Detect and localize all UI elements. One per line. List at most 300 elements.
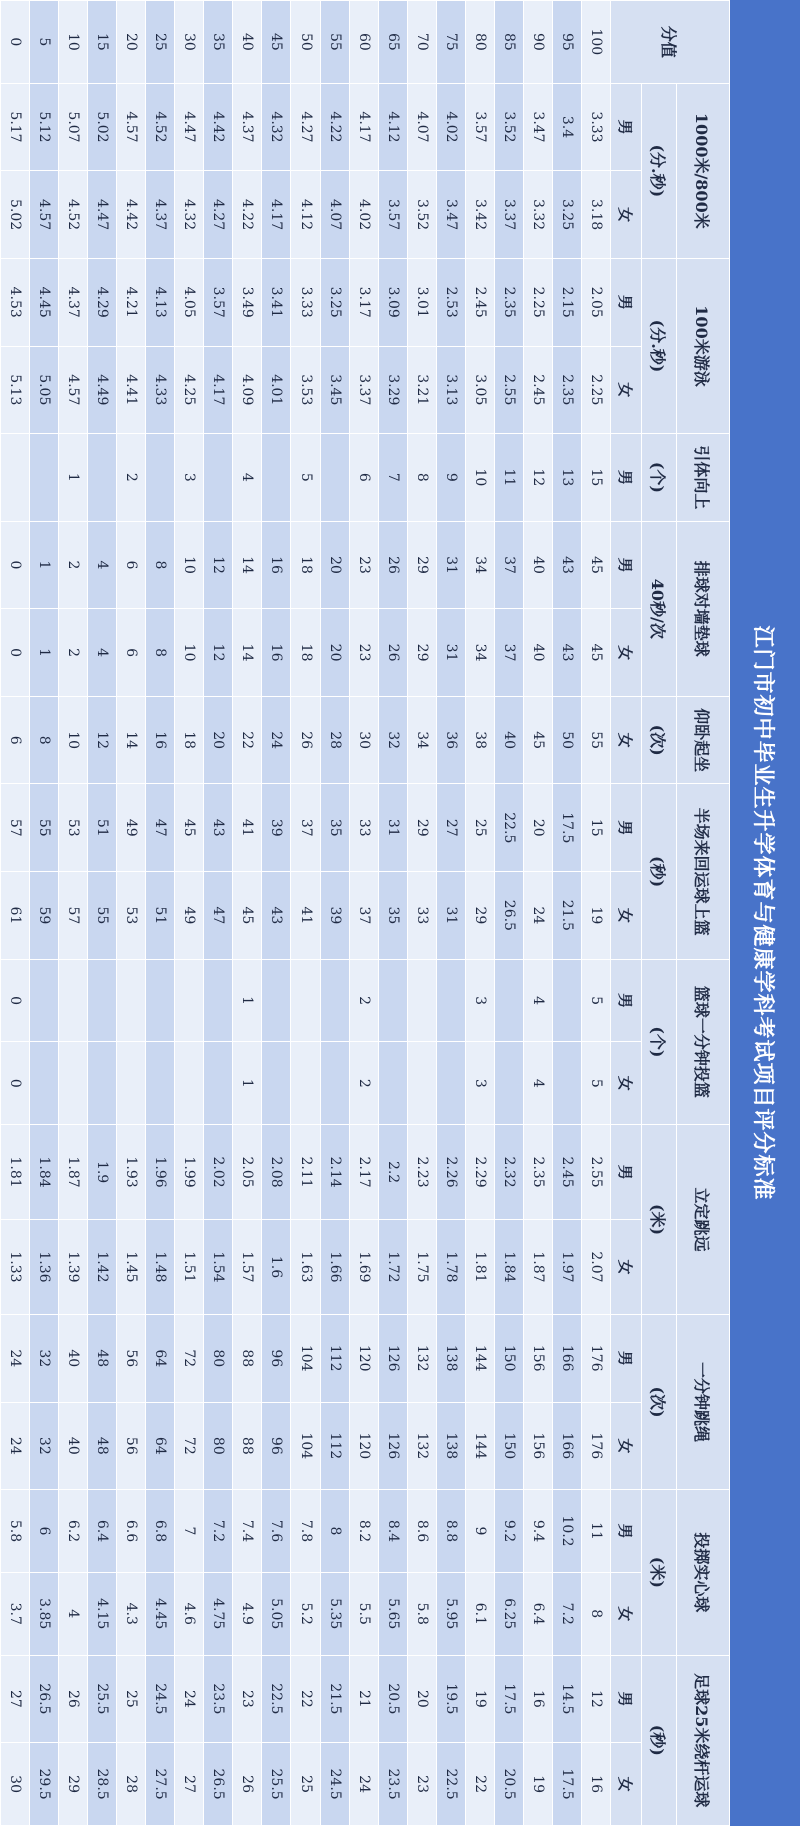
table-row <box>581 1 610 1826</box>
table-cell: 24 <box>349 1743 378 1826</box>
table-cell: 1.99 <box>175 1125 204 1220</box>
table-cell: 4.75 <box>204 1572 233 1655</box>
table-cell: 26 <box>291 696 320 784</box>
table-cell: 9.2 <box>494 1490 523 1573</box>
table-cell: 43 <box>552 521 581 609</box>
table-row <box>465 1 494 1826</box>
table-cell: 104 <box>291 1314 320 1402</box>
table-row <box>233 1 262 1826</box>
table-cell: 29 <box>407 784 436 872</box>
table-cell: 3.53 <box>291 346 320 434</box>
table-cell: 144 <box>465 1402 494 1490</box>
table-cell: 45 <box>581 609 610 697</box>
table-cell: 22.5 <box>494 784 523 872</box>
table-row <box>320 1 349 1826</box>
event-unit: (米) <box>642 1125 677 1315</box>
table-cell: 31 <box>436 609 465 697</box>
table-cell: 2.32 <box>494 1125 523 1220</box>
table-cell: 9 <box>436 434 465 522</box>
table-cell: 26.5 <box>494 872 523 960</box>
table-cell: 4.52 <box>146 83 175 171</box>
gender-header: 女 <box>611 696 642 784</box>
table-cell <box>175 959 204 1042</box>
table-cell: 2.07 <box>581 1220 610 1315</box>
table-cell: 9 <box>465 1490 494 1573</box>
table-cell: 12 <box>204 609 233 697</box>
table-cell: 4.45 <box>146 1572 175 1655</box>
table-cell: 6 <box>1 696 30 784</box>
table-cell <box>88 1042 117 1125</box>
table-cell: 12 <box>88 696 117 784</box>
table-cell: 28 <box>320 696 349 784</box>
table-cell: 4.22 <box>233 171 262 259</box>
table-cell: 5.05 <box>262 1572 291 1655</box>
table-cell: 96 <box>262 1402 291 1490</box>
table-cell: 3.01 <box>407 258 436 346</box>
score-value: 30 <box>175 1 204 84</box>
table-cell: 5.95 <box>436 1572 465 1655</box>
table-cell: 19 <box>523 1743 552 1826</box>
table-cell: 8.4 <box>378 1490 407 1573</box>
table-cell: 33 <box>407 872 436 960</box>
gender-header: 男 <box>611 1125 642 1220</box>
table-cell <box>146 1042 175 1125</box>
table-cell: 8.6 <box>407 1490 436 1573</box>
table-cell: 3 <box>465 959 494 1042</box>
table-cell: 5.07 <box>59 83 88 171</box>
table-cell <box>407 959 436 1042</box>
table-cell: 5.05 <box>30 346 59 434</box>
table-cell: 26 <box>378 609 407 697</box>
table-cell: 23.5 <box>204 1655 233 1743</box>
table-cell: 4.29 <box>88 258 117 346</box>
table-cell: 3.85 <box>30 1572 59 1655</box>
table-cell: 21 <box>349 1655 378 1743</box>
table-cell: 27 <box>175 1743 204 1826</box>
table-cell: 3.33 <box>291 258 320 346</box>
table-cell: 3.49 <box>233 258 262 346</box>
table-cell: 22 <box>291 1655 320 1743</box>
table-cell: 23 <box>407 1743 436 1826</box>
table-cell: 6.25 <box>494 1572 523 1655</box>
table-cell: 4.45 <box>30 258 59 346</box>
table-cell: 2.05 <box>581 258 610 346</box>
table-cell: 4 <box>233 434 262 522</box>
table-cell: 3.4 <box>552 83 581 171</box>
table-cell: 23.5 <box>378 1743 407 1826</box>
table-row <box>146 1 175 1826</box>
table-cell: 22 <box>465 1743 494 1826</box>
table-cell: 10 <box>175 609 204 697</box>
table-cell: 1.87 <box>59 1125 88 1220</box>
table-cell: 2.26 <box>436 1125 465 1220</box>
table-cell: 2 <box>349 1042 378 1125</box>
score-value: 70 <box>407 1 436 84</box>
table-cell: 6.1 <box>465 1572 494 1655</box>
table-cell <box>59 1042 88 1125</box>
table-cell: 10 <box>59 696 88 784</box>
table-cell: 64 <box>146 1314 175 1402</box>
table-cell: 96 <box>262 1314 291 1402</box>
table-cell: 4.12 <box>291 171 320 259</box>
table-cell: 0 <box>1 609 30 697</box>
table-cell: 4 <box>88 609 117 697</box>
table-cell: 18 <box>175 696 204 784</box>
score-header: 分值 <box>611 1 730 84</box>
gender-header: 女 <box>611 609 642 697</box>
table-cell: 7.6 <box>262 1490 291 1573</box>
table-cell: 3.7 <box>1 1572 30 1655</box>
table-cell: 6.2 <box>59 1490 88 1573</box>
table-cell: 7.2 <box>552 1572 581 1655</box>
table-cell: 88 <box>233 1314 262 1402</box>
table-cell: 3.45 <box>320 346 349 434</box>
table-cell: 166 <box>552 1314 581 1402</box>
table-cell: 3.18 <box>581 171 610 259</box>
table-cell: 3.52 <box>494 83 523 171</box>
event-name: 1000米/800米 <box>677 83 730 258</box>
table-cell <box>117 1042 146 1125</box>
table-cell: 51 <box>146 872 175 960</box>
score-value: 0 <box>1 1 30 84</box>
table-cell: 3.21 <box>407 346 436 434</box>
event-name: 足球25米绕杆运球 <box>677 1655 730 1825</box>
score-value: 65 <box>378 1 407 84</box>
table-cell: 8 <box>146 521 175 609</box>
score-value: 80 <box>465 1 494 84</box>
table-cell: 144 <box>465 1314 494 1402</box>
table-cell: 2.23 <box>407 1125 436 1220</box>
table-cell: 4.27 <box>204 171 233 259</box>
table-cell: 3.57 <box>378 171 407 259</box>
score-value: 10 <box>59 1 88 84</box>
table-cell: 30 <box>349 696 378 784</box>
table-cell: 5.2 <box>291 1572 320 1655</box>
table-cell: 1.78 <box>436 1220 465 1315</box>
table-cell: 5.8 <box>407 1572 436 1655</box>
table-cell: 2 <box>349 959 378 1042</box>
gender-header: 男 <box>611 434 642 522</box>
table-cell: 22 <box>233 696 262 784</box>
table-cell: 34 <box>407 696 436 784</box>
table-cell: 8.8 <box>436 1490 465 1573</box>
table-cell: 32 <box>378 696 407 784</box>
table-cell: 5.13 <box>1 346 30 434</box>
table-cell: 2.29 <box>465 1125 494 1220</box>
table-cell: 25 <box>117 1655 146 1743</box>
table-cell: 18 <box>291 609 320 697</box>
table-cell: 2.45 <box>552 1125 581 1220</box>
table-cell: 104 <box>291 1402 320 1490</box>
table-cell: 29 <box>59 1743 88 1826</box>
table-cell: 40 <box>523 609 552 697</box>
table-cell: 27 <box>1 1655 30 1743</box>
table-cell: 120 <box>349 1314 378 1402</box>
table-cell: 4.3 <box>117 1572 146 1655</box>
score-value: 85 <box>494 1 523 84</box>
table-cell: 3.25 <box>552 171 581 259</box>
event-name: 排球对墙垫球 <box>677 521 730 696</box>
table-cell: 4.05 <box>175 258 204 346</box>
event-unit: (秒) <box>642 784 677 959</box>
table-cell: 3.05 <box>465 346 494 434</box>
page-title: 江门市初中毕业生升学体育与健康学科考试项目评分标准 <box>730 0 800 1826</box>
table-cell: 2 <box>59 609 88 697</box>
table-cell: 4.07 <box>407 83 436 171</box>
table-cell: 3.47 <box>523 83 552 171</box>
table-cell: 39 <box>262 784 291 872</box>
table-cell: 6.4 <box>88 1490 117 1573</box>
table-cell: 5.17 <box>1 83 30 171</box>
table-cell: 1.72 <box>378 1220 407 1315</box>
table-cell: 16 <box>262 609 291 697</box>
table-cell: 4.17 <box>349 83 378 171</box>
table-cell: 7 <box>378 434 407 522</box>
table-cell: 26 <box>59 1655 88 1743</box>
event-name: 立定跳远 <box>677 1125 730 1315</box>
table-cell: 25 <box>291 1743 320 1826</box>
table-cell: 0 <box>1 521 30 609</box>
gender-header: 男 <box>611 83 642 171</box>
table-cell: 1.97 <box>552 1220 581 1315</box>
table-cell: 55 <box>581 696 610 784</box>
table-cell: 1.51 <box>175 1220 204 1315</box>
table-cell: 2.53 <box>436 258 465 346</box>
table-cell <box>30 959 59 1042</box>
table-cell: 45 <box>175 784 204 872</box>
table-cell: 26 <box>233 1743 262 1826</box>
table-cell: 22.5 <box>436 1743 465 1826</box>
table-cell: 38 <box>465 696 494 784</box>
table-cell: 31 <box>436 872 465 960</box>
table-cell <box>262 1042 291 1125</box>
table-cell: 4.37 <box>146 171 175 259</box>
table-cell: 51 <box>88 784 117 872</box>
table-cell: 4.02 <box>349 171 378 259</box>
table-cell: 49 <box>175 872 204 960</box>
table-cell: 1.84 <box>30 1125 59 1220</box>
table-cell: 45 <box>581 521 610 609</box>
table-cell: 3.41 <box>262 258 291 346</box>
table-cell: 80 <box>204 1402 233 1490</box>
table-cell: 35 <box>320 784 349 872</box>
table-row <box>262 1 291 1826</box>
table-cell: 16 <box>523 1655 552 1743</box>
table-cell <box>88 434 117 522</box>
table-cell: 1.81 <box>465 1220 494 1315</box>
table-cell: 18 <box>291 521 320 609</box>
table-cell: 24.5 <box>146 1655 175 1743</box>
table-cell: 176 <box>581 1402 610 1490</box>
event-unit: (分.秒) <box>642 258 677 433</box>
table-cell: 37 <box>291 784 320 872</box>
table-cell <box>407 1042 436 1125</box>
event-unit: 40秒/次 <box>642 521 677 696</box>
table-cell: 13 <box>552 434 581 522</box>
table-cell: 19 <box>581 872 610 960</box>
table-cell: 1.93 <box>117 1125 146 1220</box>
table-cell: 4.41 <box>117 346 146 434</box>
table-cell: 45 <box>523 696 552 784</box>
table-cell: 1.63 <box>291 1220 320 1315</box>
table-cell: 23 <box>349 609 378 697</box>
table-cell: 49 <box>117 784 146 872</box>
table-cell: 138 <box>436 1402 465 1490</box>
table-row <box>30 1 59 1826</box>
table-cell: 8 <box>407 434 436 522</box>
table-cell: 4.15 <box>88 1572 117 1655</box>
table-cell: 1.81 <box>1 1125 30 1220</box>
table-cell: 17.5 <box>552 1743 581 1826</box>
table-cell: 16 <box>146 696 175 784</box>
table-cell: 120 <box>349 1402 378 1490</box>
table-cell: 26.5 <box>204 1743 233 1826</box>
score-value: 75 <box>436 1 465 84</box>
table-cell: 112 <box>320 1402 349 1490</box>
table-cell: 34 <box>465 521 494 609</box>
table-cell: 4.32 <box>175 171 204 259</box>
table-row <box>378 1 407 1826</box>
table-cell: 2.35 <box>494 258 523 346</box>
table-cell: 20 <box>523 784 552 872</box>
table-cell: 37 <box>494 521 523 609</box>
table-cell: 2.15 <box>552 258 581 346</box>
table-cell: 1.54 <box>204 1220 233 1315</box>
table-cell: 4.57 <box>59 346 88 434</box>
table-cell: 14 <box>117 696 146 784</box>
table-cell <box>291 959 320 1042</box>
table-cell <box>262 959 291 1042</box>
table-cell: 24 <box>1 1402 30 1490</box>
event-unit: (次) <box>642 1314 677 1489</box>
table-cell: 2.55 <box>494 346 523 434</box>
table-cell: 29 <box>465 872 494 960</box>
table-cell: 11 <box>494 434 523 522</box>
table-cell: 31 <box>378 784 407 872</box>
table-cell: 7.2 <box>204 1490 233 1573</box>
table-cell: 28 <box>117 1743 146 1826</box>
table-cell: 156 <box>523 1314 552 1402</box>
gender-header: 女 <box>611 1220 642 1315</box>
table-cell: 4.27 <box>291 83 320 171</box>
table-cell: 3.09 <box>378 258 407 346</box>
table-cell: 12 <box>204 521 233 609</box>
table-cell <box>117 959 146 1042</box>
table-cell: 4.9 <box>233 1572 262 1655</box>
table-cell: 1.84 <box>494 1220 523 1315</box>
table-cell: 6.6 <box>117 1490 146 1573</box>
table-cell: 6 <box>30 1490 59 1573</box>
table-cell: 45 <box>233 872 262 960</box>
table-row <box>59 1 88 1826</box>
table-cell: 4.37 <box>59 258 88 346</box>
table-cell: 20 <box>320 609 349 697</box>
score-value: 35 <box>204 1 233 84</box>
table-cell <box>320 434 349 522</box>
table-cell: 2.14 <box>320 1125 349 1220</box>
table-cell: 2.11 <box>291 1125 320 1220</box>
table-cell: 2.25 <box>581 346 610 434</box>
table-cell: 7.8 <box>291 1490 320 1573</box>
table-cell: 3 <box>175 434 204 522</box>
table-cell: 3.37 <box>494 171 523 259</box>
table-cell: 2.45 <box>465 258 494 346</box>
table-cell: 16 <box>262 521 291 609</box>
table-cell <box>1 434 30 522</box>
table-cell: 72 <box>175 1314 204 1402</box>
table-cell <box>494 959 523 1042</box>
table-cell <box>175 1042 204 1125</box>
table-cell: 3.17 <box>349 258 378 346</box>
table-cell: 4.47 <box>88 171 117 259</box>
table-cell: 3.25 <box>320 258 349 346</box>
gender-header: 女 <box>611 1743 642 1826</box>
table-cell <box>59 959 88 1042</box>
table-cell: 1.39 <box>59 1220 88 1315</box>
table-cell: 6.4 <box>523 1572 552 1655</box>
table-cell: 59 <box>30 872 59 960</box>
table-cell: 17.5 <box>552 784 581 872</box>
table-cell: 3.57 <box>204 258 233 346</box>
table-cell: 24.5 <box>320 1743 349 1826</box>
table-cell: 1.66 <box>320 1220 349 1315</box>
table-cell: 2.08 <box>262 1125 291 1220</box>
event-name: 引体向上 <box>677 434 730 522</box>
table-cell: 1.45 <box>117 1220 146 1315</box>
event-name: 一分钟跳绳 <box>677 1314 730 1489</box>
event-name: 半场来回运球上篮 <box>677 784 730 959</box>
table-row <box>1 1 30 1826</box>
table-cell: 1.87 <box>523 1220 552 1315</box>
table-cell: 126 <box>378 1314 407 1402</box>
table-cell: 6 <box>117 521 146 609</box>
table-cell: 15 <box>581 434 610 522</box>
table-cell: 1.57 <box>233 1220 262 1315</box>
table-cell: 30 <box>1 1743 30 1826</box>
table-cell: 10 <box>175 521 204 609</box>
gender-header: 女 <box>611 1402 642 1490</box>
table-cell <box>552 959 581 1042</box>
table-cell <box>204 959 233 1042</box>
table-cell: 31 <box>436 521 465 609</box>
table-cell: 126 <box>378 1402 407 1490</box>
gender-header: 男 <box>611 1314 642 1402</box>
table-cell: 23 <box>233 1655 262 1743</box>
table-cell: 24 <box>262 696 291 784</box>
gender-header: 女 <box>611 1042 642 1125</box>
table-cell: 4.17 <box>204 346 233 434</box>
table-cell <box>320 959 349 1042</box>
table-cell: 33 <box>349 784 378 872</box>
gender-header: 男 <box>611 959 642 1042</box>
table-cell: 57 <box>1 784 30 872</box>
table-cell: 21.5 <box>320 1655 349 1743</box>
table-cell: 2.05 <box>233 1125 262 1220</box>
table-cell: 14.5 <box>552 1655 581 1743</box>
table-row <box>88 1 117 1826</box>
table-cell: 1 <box>30 609 59 697</box>
table-cell: 5.8 <box>1 1490 30 1573</box>
table-cell: 4.02 <box>436 83 465 171</box>
table-cell: 4.01 <box>262 346 291 434</box>
table-cell: 61 <box>1 872 30 960</box>
table-cell <box>378 959 407 1042</box>
table-cell <box>88 959 117 1042</box>
table-cell: 55 <box>30 784 59 872</box>
gender-header: 女 <box>611 1572 642 1655</box>
table-cell: 5.65 <box>378 1572 407 1655</box>
table-cell: 29 <box>407 521 436 609</box>
